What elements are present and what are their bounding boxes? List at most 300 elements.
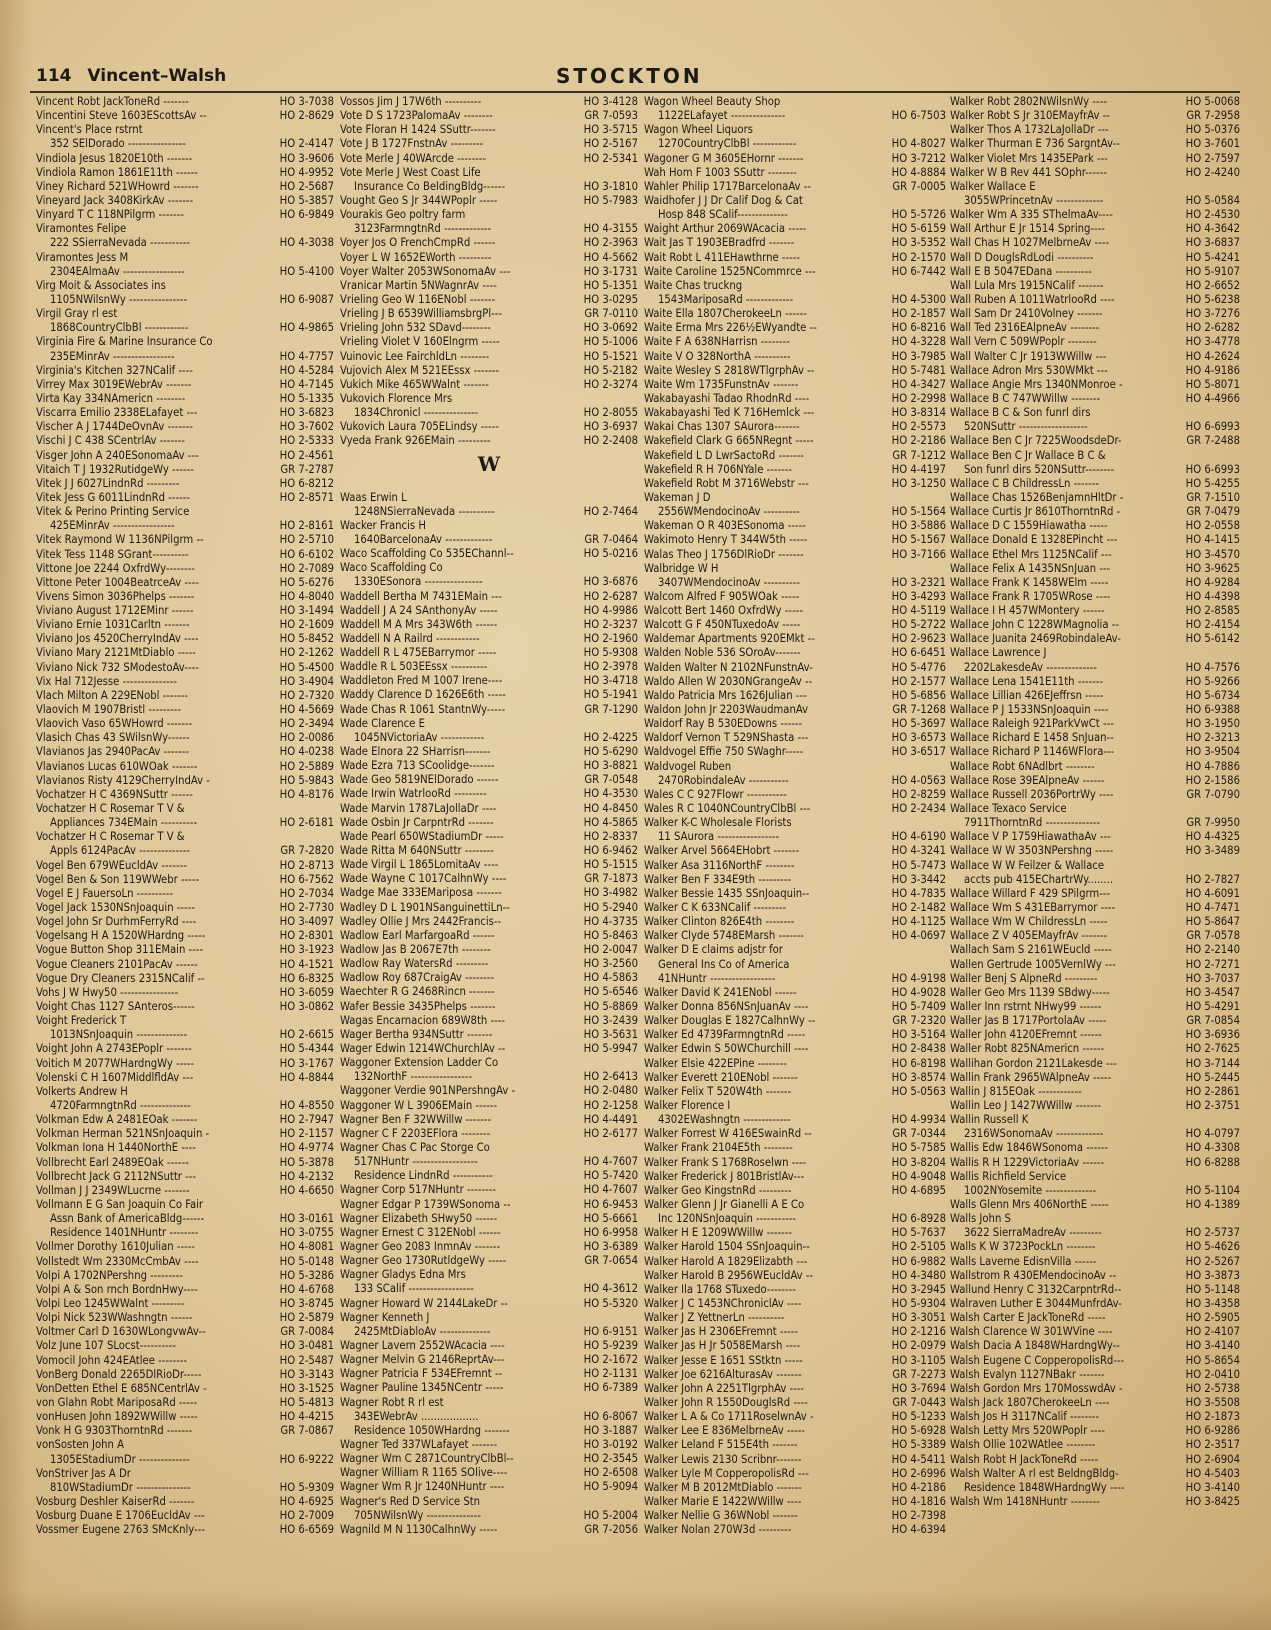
listing-entry (340, 759, 638, 773)
listing-phone: HO 2-5710 (279, 533, 334, 547)
listing-name: Vochatzer H C Rosemar T V & (36, 830, 185, 844)
listing-phone: HO 3-7602 (279, 420, 334, 434)
listing-name: Voitich M 2077WHardngWy ----- (36, 1056, 195, 1070)
listing-phone: HO 4-6650 (279, 1183, 334, 1197)
listing-name: Waldvogel Effie 750 SWaghr----- (644, 745, 804, 759)
listing-phone: HO 2-1672 (583, 1353, 638, 1367)
listing-phone: HO 2-2140 (1185, 943, 1240, 957)
listing-entry (644, 689, 946, 703)
listing-name: Walker D E claims adjstr for (644, 943, 783, 957)
listing-name: Walls Laverne EdisnVilla ------ (950, 1254, 1097, 1268)
listing-phone: HO 3-0481 (279, 1339, 334, 1353)
listing-name: Wales C C 927Flowr ----------- (644, 787, 787, 801)
listing-entry (340, 886, 638, 900)
listing-phone: HO 2-8629 (279, 109, 334, 123)
listing-entry (950, 760, 1240, 774)
listing-name: 1013NSnJoaquin -------------- (50, 1028, 188, 1042)
listing-name: Wade Ezra 713 SCoolidge------- (340, 759, 495, 773)
listing-entry (36, 152, 334, 166)
listing-name: Walker Frederick J 801BristlAv--- (644, 1169, 805, 1183)
page-header (36, 66, 1241, 92)
listing-phone: HO 3-1767 (279, 1056, 334, 1070)
listing-phone: HO 5-8869 (583, 999, 638, 1013)
listing-entry (340, 731, 638, 745)
listing-name: Walsh Eugene C CopperopolisRd--- (950, 1353, 1125, 1367)
listing-name: Walker Geo KingstnRd --------- (644, 1183, 792, 1197)
listing-phone: HO 5-3857 (279, 193, 334, 207)
listing-name: Waas Erwin L (340, 490, 407, 504)
listing-entry (950, 1382, 1240, 1396)
listing-name: Wakefield R H 706NYale ------- (644, 462, 793, 476)
listing-entry (340, 717, 638, 731)
listing-phone: HO 2-8571 (279, 490, 334, 504)
listing-name: Vitek J J 6027LindnRd --------- (36, 476, 180, 490)
listing-name: 1270CountryClbBl ------------ (658, 137, 797, 151)
listing-entry (644, 873, 946, 887)
listing-phone: HO 4-5119 (891, 604, 946, 618)
listing-name: Wade Osbin Jr CarpntrRd ------- (340, 815, 494, 829)
listing-name: Walas Theo J 1756DlRioDr ------- (644, 547, 804, 561)
listing-entry (644, 887, 946, 901)
listing-phone: HO 4-7607 (583, 1155, 638, 1169)
listing-entry (644, 1311, 946, 1325)
listing-name: Viramontes Felipe (36, 222, 127, 236)
listing-entry (950, 689, 1240, 703)
listing-phone: HO 3-1105 (891, 1353, 946, 1367)
listing-name: 2425MtDiabloAv -------------- (354, 1324, 491, 1338)
listing-name: Wallace Russell 2036PortrWy ---- (950, 787, 1114, 801)
listing-phone: HO 4-9028 (891, 985, 946, 999)
listing-name: 1834Chronicl --------------- (354, 406, 479, 420)
listing-name: Virginia Fire & Marine Insurance Co (36, 335, 213, 349)
listing-phone: HO 5-4291 (1185, 1000, 1240, 1013)
listing-name: Waldo Allen W 2030NGrangeAv -- (644, 674, 813, 688)
listing-phone: HO 2-3274 (583, 377, 638, 391)
listing-phone: HO 2-5905 (1185, 1311, 1240, 1325)
listing-phone: GR 7-0654 (584, 1254, 638, 1268)
listing-name: 1122ELafayet --------------- (658, 109, 786, 123)
listing-entry (950, 1127, 1240, 1141)
listing-name: Wade Marvin 1787LaJollaDr ---- (340, 801, 497, 815)
listing-entry (36, 137, 334, 151)
listing-phone: HO 3-3051 (891, 1311, 946, 1325)
listing-entry (950, 1396, 1240, 1410)
listing-entry (644, 533, 946, 547)
listing-entry (36, 463, 334, 477)
listing-entry (36, 1240, 334, 1254)
listing-entry (36, 1368, 334, 1382)
listing-name: Volpi Nick 523WWashngtn ------ (36, 1311, 193, 1325)
listing-entry (340, 1297, 638, 1311)
listing-name: Wagner Geo 2083 InmnAv ------- (340, 1239, 501, 1253)
listing-entry (950, 1311, 1240, 1325)
listing-name: Wadlow Jas B 2067E7th -------- (340, 943, 491, 957)
listing-entry (36, 1339, 334, 1353)
listing-entry (340, 1183, 638, 1197)
listing-entry (36, 1226, 334, 1240)
listing-name: Vlaovich Vaso 65WHowrd ------- (36, 717, 193, 731)
listing-phone: HO 2-6652 (1185, 278, 1240, 292)
listing-entry (36, 859, 334, 873)
listing-entry (340, 1056, 638, 1070)
listing-phone: HO 4-8027 (891, 137, 946, 151)
listing-phone: HO 3-3873 (1185, 1268, 1240, 1282)
listing-entry (644, 1240, 946, 1254)
listing-entry (644, 1226, 946, 1240)
listing-entry (644, 265, 946, 279)
listing-entry (36, 166, 334, 180)
directory-column-1 (36, 95, 334, 1537)
listing-name: Wallace Frank R 1705WRose ---- (950, 589, 1111, 603)
listing-name: Walker Donna 856NSnJuanAv ---- (644, 1000, 809, 1013)
listing-entry (950, 406, 1240, 420)
listing-name: Wallace B C 747WWillw -------- (950, 391, 1101, 405)
listing-entry (340, 618, 638, 632)
listing-entry (36, 986, 334, 1000)
listing-phone: HO 4-6925 (279, 1494, 334, 1508)
listing-entry (644, 1396, 946, 1410)
listing-name: Wall Chas H 1027MelbrneAv ---- (950, 236, 1110, 250)
listing-entry (340, 674, 638, 688)
listing-entry (36, 1382, 334, 1396)
listing-name: Walker M B 2012MtDiablo ------- (644, 1480, 803, 1494)
listing-phone: HO 3-5164 (891, 1028, 946, 1042)
listing-name: Vittone Joe 2244 OxfrdWy-------- (36, 561, 195, 575)
listing-name: Vomocil John 424EAtlee -------- (36, 1353, 188, 1367)
listing-entry (950, 816, 1240, 830)
listing-name: Viviano Mary 2121MtDiablo ----- (36, 646, 196, 660)
listing-entry (36, 1000, 334, 1014)
listing-phone: GR 7-1873 (584, 872, 638, 886)
listing-phone: HO 6-6993 (1185, 420, 1240, 434)
listing-name: Walsh Jack 1807CherokeeLn ---- (950, 1395, 1110, 1409)
listing-entry (36, 1311, 334, 1325)
listing-phone: HO 4-0797 (1185, 1127, 1240, 1141)
listing-name: Waldon John Jr 2203WaudmanAv (644, 703, 809, 717)
listing-name: Wagner's Red D Service Stn (340, 1494, 481, 1508)
listing-entry (340, 1169, 638, 1183)
listing-entry (340, 208, 638, 222)
listing-entry (340, 773, 638, 787)
listing-entry (340, 392, 638, 406)
listing-entry (340, 420, 638, 434)
listing-entry (36, 1127, 334, 1141)
listing-entry (340, 1438, 638, 1452)
listing-phone: HO 2-1262 (279, 646, 334, 660)
listing-name: Vukovich Laura 705ELindsy ----- (340, 420, 499, 434)
listing-entry (36, 1141, 334, 1155)
listing-phone: HO 2-6177 (583, 1126, 638, 1140)
listing-entry (644, 745, 946, 759)
listing-phone: HO 3-2321 (891, 575, 946, 589)
listing-entry (644, 279, 946, 293)
listing-name: Wagner Patricia F 534EFremnt -- (340, 1367, 503, 1381)
listing-entry (644, 830, 946, 844)
listing-name: Vyeda Frank 926EMain --------- (340, 434, 491, 448)
listing-entry (644, 1523, 946, 1537)
listing-entry (36, 1255, 334, 1269)
listing-entry (36, 689, 334, 703)
listing-phone: HO 6-9849 (279, 208, 334, 222)
listing-name: Wade Chas R 1061 StantnWy----- (340, 702, 506, 716)
listing-name: Vosburg Deshler KaiserRd ------- (36, 1494, 195, 1508)
listing-name: Vogel Ben & Son 119WWebr ----- (36, 872, 200, 886)
listing-entry (340, 152, 638, 166)
listing-name: Walsh Clarence W 301WVine ---- (950, 1325, 1113, 1339)
listing-name: Vlavianos Lucas 610WOak ------- (36, 759, 198, 773)
listing-phone: HO 5-3878 (279, 1155, 334, 1169)
listing-name: Wallace C B ChildressLn ------- (950, 476, 1099, 490)
listing-phone: HO 2-1570 (891, 250, 946, 264)
listing-name: Vogel Ben 679WEucldAv ------- (36, 858, 187, 872)
listing-name: Vlaovich M 1907Bristl --------- (36, 703, 182, 717)
listing-phone: HO 6-9087 (279, 292, 334, 306)
listing-name: Vitek Raymond W 1136NPilgrm -- (36, 533, 204, 547)
listing-entry (36, 1057, 334, 1071)
listing-name: Walker Clinton 826E4th -------- (644, 915, 795, 929)
listing-phone: HO 3-0692 (583, 321, 638, 335)
listing-phone: HO 2-8259 (891, 787, 946, 801)
listing-name: Wallace I H 457WMontery ------ (950, 604, 1105, 618)
listing-entry (340, 1410, 638, 1424)
listing-entry (340, 251, 638, 265)
listing-entry (950, 1255, 1240, 1269)
listing-name: Walsh Letty Mrs 520WPoplr ---- (950, 1424, 1105, 1438)
listing-entry (36, 1396, 334, 1410)
listing-entry (36, 830, 334, 844)
listing-entry (36, 675, 334, 689)
listing-phone: HO 2-5105 (891, 1240, 946, 1254)
listing-name: VonDetten Ethel E 685NCentrlAv - (36, 1381, 207, 1395)
listing-entry (340, 660, 638, 674)
listing-entry (950, 590, 1240, 604)
listing-entry (644, 1028, 946, 1042)
listing-name: Walker H E 1209WWillw ------- (644, 1226, 792, 1240)
listing-entry (340, 1000, 638, 1014)
listing-entry (340, 307, 638, 321)
listing-phone: GR 7-0084 (280, 1325, 334, 1339)
listing-name: Walker Nolan 270W3d --------- (644, 1523, 792, 1537)
listing-phone: HO 3-4778 (1185, 335, 1240, 349)
listing-name: Wagner William R 1165 SOlive---- (340, 1466, 508, 1480)
listing-entry (644, 109, 946, 123)
listing-entry (950, 1269, 1240, 1283)
listing-phone: HO 3-2439 (583, 1013, 638, 1027)
listing-entry (644, 1481, 946, 1495)
listing-phone: HO 5-6734 (1185, 688, 1240, 702)
listing-entry (950, 137, 1240, 151)
listing-entry (644, 1000, 946, 1014)
listing-phone: HO 2-7464 (583, 504, 638, 518)
listing-phone: HO 5-1335 (279, 391, 334, 405)
listing-phone: HO 5-9107 (1185, 264, 1240, 278)
listing-name: 1543MariposaRd ------------- (658, 292, 794, 306)
listing-entry (340, 434, 638, 448)
listing-phone: HO 2-4225 (583, 730, 638, 744)
listing-phone: HO 5-1515 (583, 858, 638, 872)
listing-name: Walker Harold A 1829Elizabth --- (644, 1254, 808, 1268)
listing-phone: GR 7-0790 (1186, 787, 1240, 801)
listing-name: Waller Inn rstrnt NHwy99 ------ (950, 1000, 1102, 1013)
listing-entry (644, 420, 946, 434)
listing-name: 222 SSierraNevada ----------- (50, 236, 190, 250)
listing-entry (950, 1453, 1240, 1467)
listing-entry (950, 194, 1240, 208)
listing-name: Wagon Wheel Liquors (644, 123, 753, 137)
listing-name: Vogue Button Shop 311EMain ---- (36, 943, 204, 957)
listing-entry (950, 1410, 1240, 1424)
listing-entry (950, 1141, 1240, 1155)
listing-name: von Glahn Robt MariposaRd ----- (36, 1395, 198, 1409)
listing-name: Wagner Wm C 2871CountryClbBl-- (340, 1452, 514, 1466)
listing-entry (36, 307, 334, 321)
listing-entry (644, 901, 946, 915)
listing-entry (644, 307, 946, 321)
listing-entry (36, 434, 334, 448)
listing-entry (36, 774, 334, 788)
listing-entry (950, 420, 1240, 434)
listing-phone: HO 4-3038 (279, 236, 334, 250)
listing-name: Voyer L W 1652EWorth --------- (340, 250, 492, 264)
listing-name: Vourakis Geo poltry farm (340, 208, 466, 222)
listing-name: Wagner Corp 517NHuntr -------- (340, 1183, 497, 1197)
listing-phone: HO 2-7320 (279, 688, 334, 702)
listing-entry (36, 1198, 334, 1212)
listing-phone: HO 5-3697 (891, 717, 946, 731)
listing-name: Volenski C H 1607MiddlfldAv --- (36, 1070, 194, 1084)
listing-phone: HO 2-6287 (583, 589, 638, 603)
listing-entry (950, 449, 1240, 463)
listing-phone: HO 2-7625 (1185, 1042, 1240, 1056)
listing-entry (340, 1396, 638, 1410)
listing-entry (36, 1184, 334, 1198)
listing-phone: HO 4-2132 (279, 1169, 334, 1183)
listing-name: vonSosten John A (36, 1438, 124, 1452)
listing-entry (644, 703, 946, 717)
listing-phone: HO 4-9865 (279, 321, 334, 335)
listing-entry (644, 1382, 946, 1396)
listing-name: Vischi J C 438 SCentrlAv ------- (36, 434, 186, 448)
listing-name: Vitek Tess 1148 SGrant---------- (36, 547, 189, 561)
listing-phone: GR 7-0867 (280, 1424, 334, 1438)
listing-phone: HO 4-3155 (583, 222, 638, 236)
listing-name: 1330ESonora ---------------- (354, 575, 483, 589)
listing-phone: HO 2-2408 (583, 434, 638, 448)
listing-entry (950, 335, 1240, 349)
listing-entry (950, 1424, 1240, 1438)
listing-name: Wah Hom F 1003 SSuttr -------- (644, 165, 797, 179)
listing-name: Walker Asa 3116NorthF -------- (644, 858, 795, 872)
listing-name: Wallace Ben C Jr Wallace B C & (950, 448, 1106, 462)
listing-entry (950, 265, 1240, 279)
listing-phone: HO 5-6928 (891, 1424, 946, 1438)
listing-entry (950, 1170, 1240, 1184)
listing-name: Walker Jesse E 1651 SStktn ----- (644, 1353, 803, 1367)
listing-phone: HO 4-7576 (1185, 660, 1240, 674)
listing-entry (340, 703, 638, 717)
listing-name: 1045NVictoriaAv ------------ (354, 730, 485, 744)
listing-entry (644, 859, 946, 873)
listing-name: Vlasich Chas 43 SWilsnWy------ (36, 731, 190, 745)
listing-name: Wallace Willard F 429 SPilgrm--- (950, 886, 1111, 900)
listing-entry (644, 844, 946, 858)
listing-phone: HO 4-1125 (891, 915, 946, 929)
listing-phone: HO 3-0192 (583, 1437, 638, 1451)
listing-phone: HO 5-6142 (1185, 632, 1240, 646)
listing-name: Waller Jas B 1717PortolaAv ----- (950, 1014, 1107, 1028)
listing-entry (36, 1042, 334, 1056)
listing-phone: HO 5-4500 (279, 660, 334, 674)
listing-name: Wakefield L D LwrSactoRd ------- (644, 448, 804, 462)
listing-entry (644, 321, 946, 335)
listing-name: Waldvogel Ruben (644, 759, 732, 773)
listing-name: Wallace Ethel Mrs 1125NCalif --- (950, 547, 1112, 561)
listing-entry (36, 95, 334, 109)
listing-phone: HO 4-4398 (1185, 589, 1240, 603)
listing-phone: HO 5-1567 (891, 533, 946, 547)
listing-name: VonBerg Donald 2265DlRioDr----- (36, 1367, 202, 1381)
listing-entry (644, 208, 946, 222)
listing-entry (950, 505, 1240, 519)
listing-phone: HO 2-8438 (891, 1042, 946, 1056)
listing-phone: HO 5-8463 (583, 928, 638, 942)
listing-phone: HO 2-6996 (891, 1466, 946, 1480)
listing-name: 2316WSonomaAv ------------- (964, 1127, 1104, 1141)
listing-entry (36, 505, 334, 519)
listing-entry (950, 1481, 1240, 1495)
listing-phone: HO 4-9986 (583, 603, 638, 617)
listing-entry (950, 774, 1240, 788)
listing-name: 705NWilsnWy --------------- (354, 1508, 482, 1522)
listing-entry (36, 958, 334, 972)
listing-entry (36, 1509, 334, 1523)
listing-name: Walker J Z YettnerLn ---------- (644, 1311, 785, 1325)
listing-entry (644, 364, 946, 378)
listing-entry (644, 675, 946, 689)
listing-name: Viney Richard 521WHowrd ------- (36, 179, 199, 193)
listing-phone: HO 3-9504 (1185, 745, 1240, 759)
listing-entry (340, 1424, 638, 1438)
listing-name: 352 SElDorado ---------------- (50, 137, 187, 151)
listing-entry (36, 1212, 334, 1226)
listing-entry (340, 364, 638, 378)
listing-phone: HO 2-6282 (1185, 321, 1240, 335)
listing-entry (644, 632, 946, 646)
listing-entry (36, 590, 334, 604)
listing-name: Assn Bank of AmericaBldg------ (50, 1212, 205, 1226)
listing-name: Wagner Edgar P 1739WSonoma -- (340, 1197, 511, 1211)
listing-entry (950, 350, 1240, 364)
listing-name: Vujovich Alex M 521EEssx ------- (340, 363, 500, 377)
listing-entry (644, 1184, 946, 1198)
listing-entry (36, 519, 334, 533)
listing-entry (644, 378, 946, 392)
listing-phone: HO 4-9186 (1185, 363, 1240, 377)
listing-entry (644, 943, 946, 957)
listing-entry (644, 1255, 946, 1269)
listing-name: 4302EWashngtn ------------- (658, 1113, 791, 1127)
listing-phone: GR 7-9950 (1186, 816, 1240, 830)
listing-name: Waite Erma Mrs 226½EWyandte -- (644, 321, 817, 335)
listing-phone: HO 3-7276 (1185, 307, 1240, 321)
listing-name: Vollmann E G San Joaquin Co Fair (36, 1197, 204, 1211)
listing-phone: HO 5-6276 (279, 575, 334, 589)
listing-entry (36, 222, 334, 236)
listing-name: Residence 1401NHuntr -------- (50, 1226, 199, 1240)
listing-name: Vote Floran H 1424 SSuttr------- (340, 123, 496, 137)
listing-name: Wade Virgil L 1865LomitaAv ---- (340, 858, 499, 872)
listing-name: Wadlow Roy 687CraigAv -------- (340, 971, 495, 985)
